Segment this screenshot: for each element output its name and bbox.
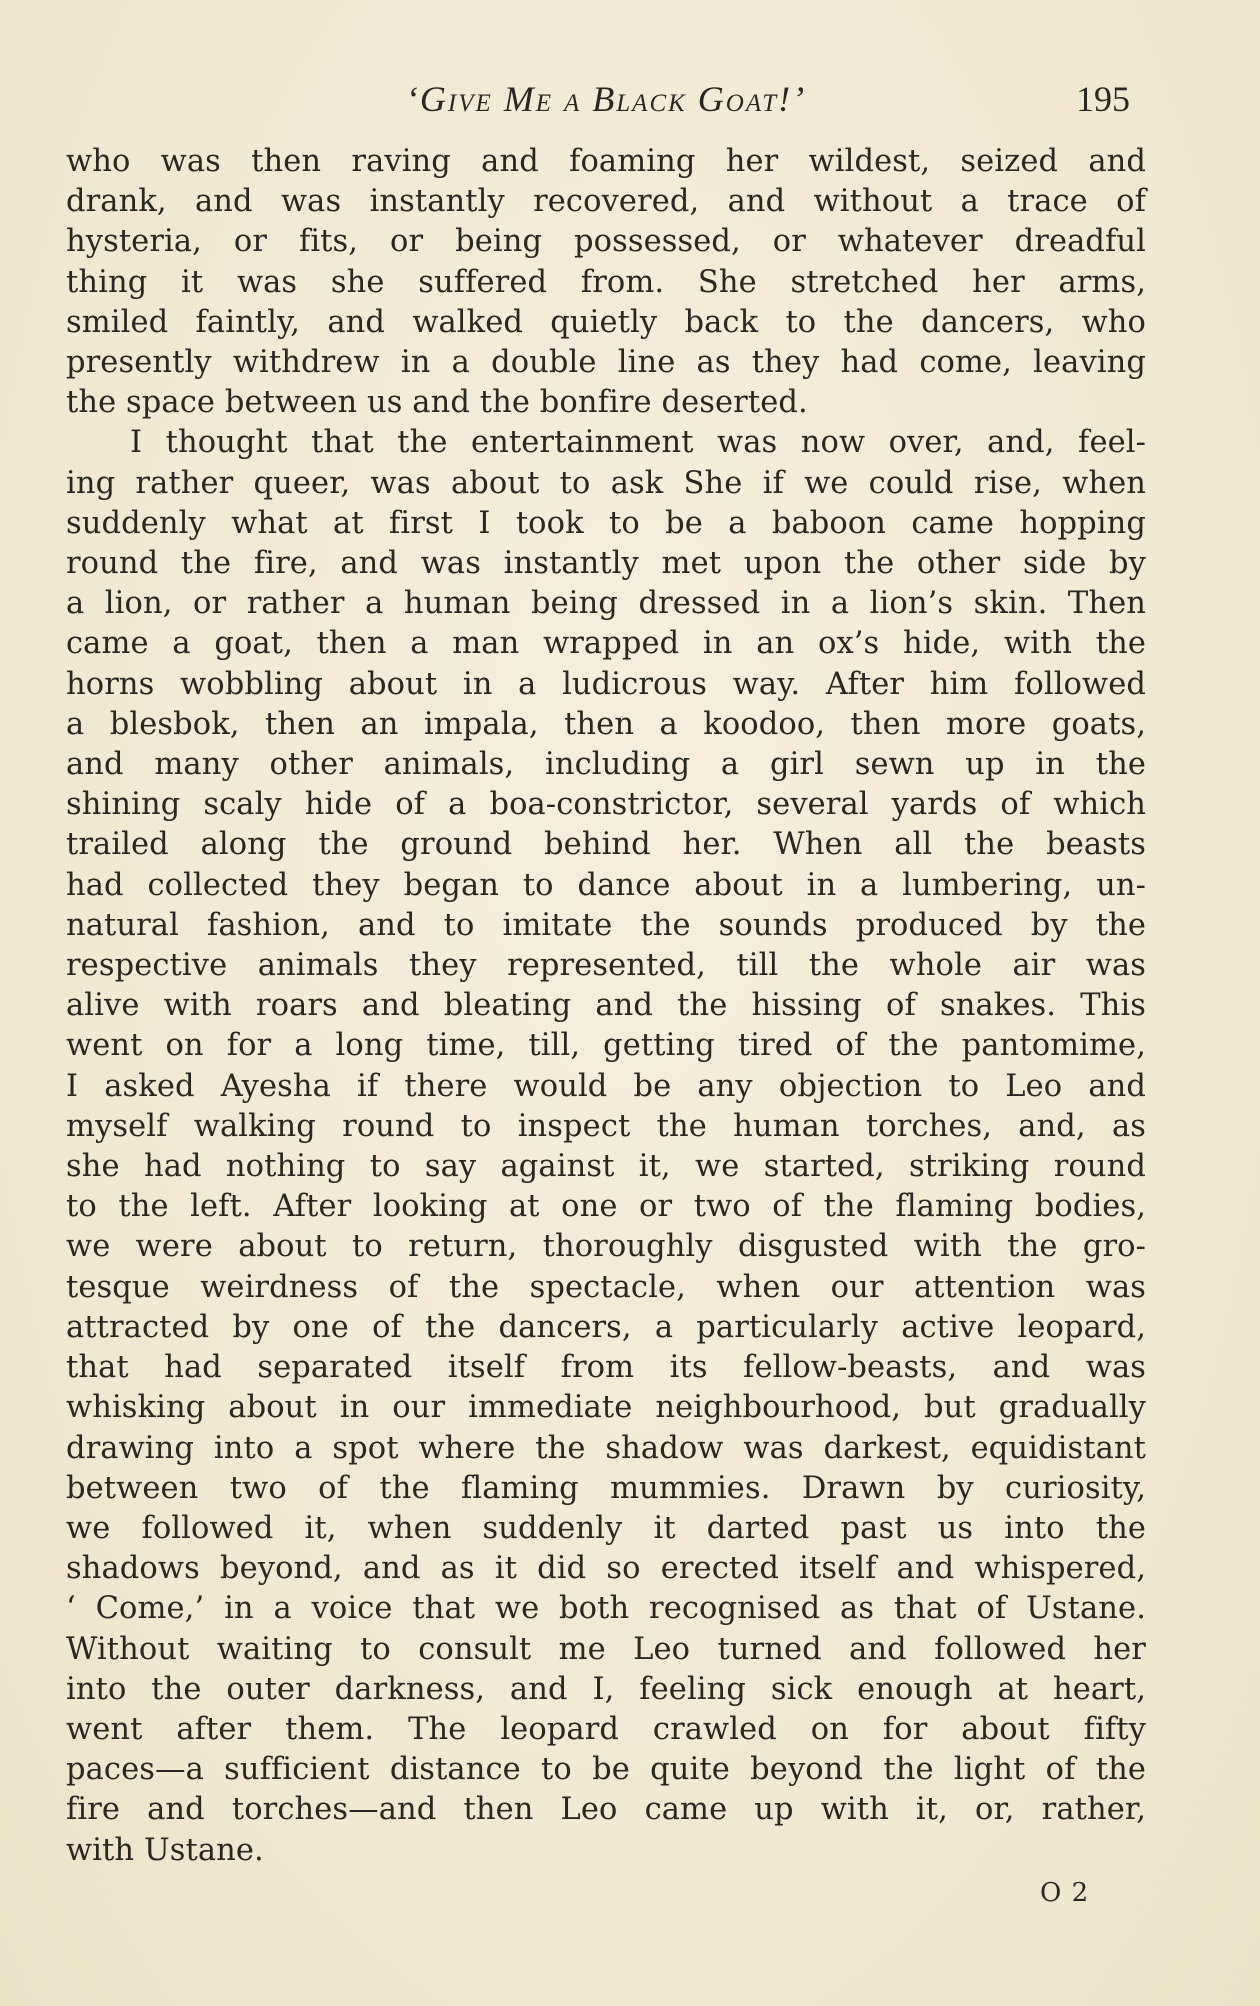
text-line: smiled faintly, and walked quietly back to the dancers, who bbox=[66, 304, 1146, 340]
page-number: 195 bbox=[1076, 79, 1130, 119]
text-line: thing it was she suffered from. She stretched her arms, bbox=[66, 264, 1146, 300]
text-line: that had separated itself from its fellow-beasts, and was bbox=[66, 1350, 1146, 1386]
signature-mark: O 2 bbox=[1040, 1878, 1090, 1908]
text-line: alive with roars and bleating and the hissing of snakes. This bbox=[66, 988, 1146, 1024]
text-line: horns wobbling about in a ludicrous way. After him followed bbox=[66, 666, 1146, 702]
text-line: to the left. After looking at one or two of the flaming bodies, bbox=[66, 1189, 1146, 1225]
text-line: and many other animals, including a girl sewn up in the bbox=[66, 747, 1146, 783]
text-line: hysteria, or fits, or being possessed, or whatever dreadful bbox=[66, 224, 1146, 260]
text-line: went on for a long time, till, getting tired of the pantomime, bbox=[66, 1028, 1146, 1064]
text-line: ing rather queer, was about to ask She if we could rise, when bbox=[66, 465, 1146, 501]
text-line: shining scaly hide of a boa-constrictor, several yards of which bbox=[66, 787, 1146, 823]
text-line: into the outer darkness, and I, feeling sick enough at heart, bbox=[66, 1671, 1146, 1707]
text-line: respective animals they represented, till the whole air was bbox=[66, 948, 1146, 984]
text-line: we followed it, when suddenly it darted past us into the bbox=[66, 1510, 1146, 1546]
text-line: Without waiting to consult me Leo turned and followed her bbox=[66, 1631, 1146, 1667]
text-line: ‘ Come,’ in a voice that we both recognised as that of Ustane. bbox=[66, 1591, 1146, 1627]
text-line: fire and torches—and then Leo came up with it, or, rather, bbox=[66, 1792, 1146, 1828]
text-line: came a goat, then a man wrapped in an ox’s hide, with the bbox=[66, 626, 1146, 662]
text-line: myself walking round to inspect the human torches, and, as bbox=[66, 1108, 1146, 1144]
running-head bbox=[66, 78, 1146, 128]
text-line: we were about to return, thoroughly disgusted with the gro- bbox=[66, 1229, 1146, 1265]
text-line: who was then raving and foaming her wildest, seized and bbox=[66, 144, 1146, 179]
text-line: paces—a sufficient distance to be quite beyond the light of the bbox=[66, 1752, 1146, 1788]
chapter-title: ‘Give Me a Black Goat!’ bbox=[405, 79, 807, 119]
body-text bbox=[66, 142, 1146, 1871]
paragraph-2 bbox=[66, 423, 1146, 1870]
text-line: tesque weirdness of the spectacle, when our attention was bbox=[66, 1269, 1146, 1305]
text-line: the space between us and the bonfire deserted. bbox=[66, 385, 808, 421]
text-line: a lion, or rather a human being dressed in a lion’s skin. Then bbox=[66, 586, 1146, 622]
text-line: round the fire, and was instantly met upon the other side by bbox=[66, 546, 1146, 582]
text-line: she had nothing to say against it, we started, striking round bbox=[66, 1149, 1146, 1185]
text-line: had collected they began to dance about in a lumbering, un- bbox=[66, 867, 1146, 903]
text-line: I thought that the entertainment was now over, and, feel- bbox=[130, 425, 1146, 461]
text-line: natural fashion, and to imitate the sounds produced by the bbox=[66, 907, 1146, 943]
text-line: a blesbok, then an impala, then a koodoo, then more goats, bbox=[66, 706, 1146, 742]
text-line: I asked Ayesha if there would be any objection to Leo and bbox=[66, 1068, 1146, 1104]
text-line: trailed along the ground behind her. When all the beasts bbox=[66, 827, 1146, 863]
text-line: presently withdrew in a double line as they had come, leaving bbox=[66, 345, 1146, 381]
paragraph-1 bbox=[66, 142, 1146, 423]
text-line: went after them. The leopard crawled on for about fifty bbox=[66, 1711, 1146, 1747]
text-line: attracted by one of the dancers, a particularly active leopard, bbox=[66, 1309, 1146, 1345]
text-line: between two of the flaming mummies. Drawn by curiosity, bbox=[66, 1470, 1146, 1506]
text-line: whisking about in our immediate neighbourhood, but gradually bbox=[66, 1390, 1146, 1426]
text-line: with Ustane. bbox=[66, 1832, 264, 1868]
text-line: drawing into a spot where the shadow was darkest, equidistant bbox=[66, 1430, 1146, 1466]
text-line: drank, and was instantly recovered, and without a trace of bbox=[66, 184, 1146, 220]
text-line: suddenly what at first I took to be a baboon came hopping bbox=[66, 505, 1146, 541]
text-line: shadows beyond, and as it did so erected itself and whispered, bbox=[66, 1551, 1146, 1587]
